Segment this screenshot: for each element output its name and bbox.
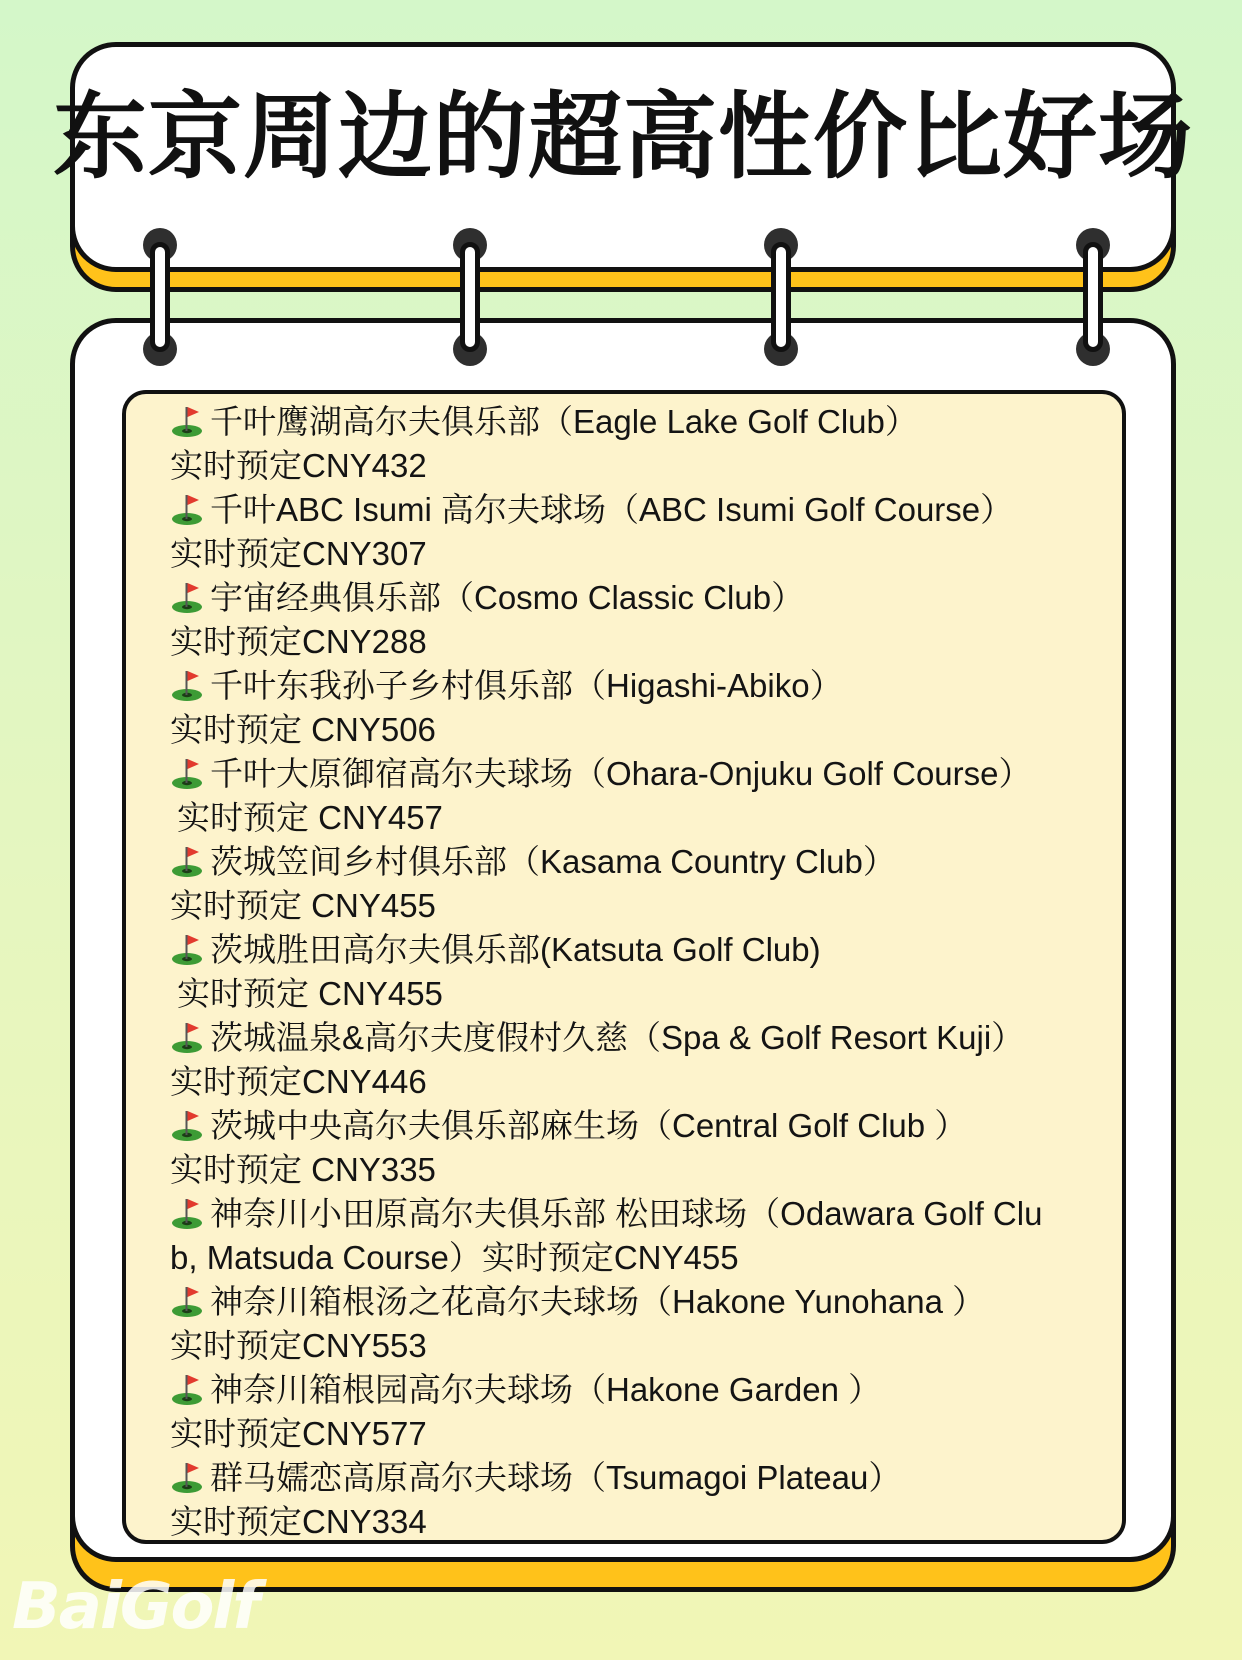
course-name: 千叶大原御宿高尔夫球场（Ohara-Onjuku Golf Course） [210, 755, 1032, 792]
golf-flag-icon [170, 1460, 204, 1494]
course-name-continued: b, Matsuda Course） [170, 1239, 482, 1276]
list-item [170, 840, 1080, 928]
golf-flag-icon [170, 756, 204, 790]
course-name: 茨城笠间乡村俱乐部（Kasama Country Club） [210, 843, 896, 880]
course-price: 实时预定CNY432 [170, 447, 427, 484]
golf-flag-icon [170, 1020, 204, 1054]
list-item [170, 1368, 1080, 1456]
list-item [170, 400, 1080, 488]
course-price: 实时预定CNY334 [170, 1503, 427, 1540]
course-price: 实时预定 CNY455 [177, 975, 443, 1012]
list-item [170, 928, 1080, 1016]
golf-flag-icon [170, 404, 204, 438]
course-name: 神奈川箱根园高尔夫球场（Hakone Garden ） [210, 1371, 882, 1408]
course-name: 神奈川箱根汤之花高尔夫球场（Hakone Yunohana ） [210, 1283, 986, 1320]
course-price: 实时预定 CNY335 [170, 1151, 436, 1188]
list-item [170, 576, 1080, 664]
golf-flag-icon [170, 668, 204, 702]
course-name: 千叶鹰湖高尔夫俱乐部（Eagle Lake Golf Club） [210, 403, 918, 440]
list-item [170, 1192, 1080, 1280]
golf-flag-icon [170, 1372, 204, 1406]
course-price: 实时预定CNY577 [170, 1415, 427, 1452]
page-title: 东京周边的超高性价比好场 [53, 83, 1194, 192]
course-panel [122, 390, 1126, 1544]
course-price: 实时预定CNY288 [170, 623, 427, 660]
course-price: 实时预定 CNY455 [170, 887, 436, 924]
binder-ring [453, 228, 489, 368]
binder-ring [1076, 228, 1112, 368]
course-name: 千叶ABC Isumi 高尔夫球场（ABC Isumi Golf Course） [210, 491, 1014, 528]
course-name: 千叶东我孙子乡村俱乐部（Higashi-Abiko） [210, 667, 843, 704]
golf-flag-icon [170, 932, 204, 966]
golf-flag-icon [170, 1284, 204, 1318]
course-name: 茨城温泉&高尔夫度假村久慈（Spa & Golf Resort Kuji） [210, 1019, 1025, 1056]
list-item [170, 752, 1080, 840]
header-card [53, 42, 1194, 272]
golf-flag-icon [170, 1196, 204, 1230]
course-price: 实时预定 CNY506 [170, 711, 436, 748]
course-name: 茨城胜田高尔夫俱乐部(Katsuta Golf Club) [210, 931, 821, 968]
course-name: 茨城中央高尔夫俱乐部麻生场（Central Golf Club ） [210, 1107, 968, 1144]
brand-watermark: BaiGolf [12, 1570, 259, 1644]
golf-flag-icon [170, 492, 204, 526]
binder-ring [764, 228, 800, 368]
course-price: 实时预定 CNY457 [177, 799, 443, 836]
course-name: 宇宙经典俱乐部（Cosmo Classic Club） [210, 579, 805, 616]
list-item [170, 488, 1080, 576]
list-item [170, 1456, 1080, 1544]
binder-ring [143, 228, 179, 368]
golf-flag-icon [170, 580, 204, 614]
list-item [170, 1016, 1080, 1104]
course-name: 神奈川小田原高尔夫俱乐部 松田球场（Odawara Golf Clu [210, 1195, 1043, 1232]
course-name: 群马嬬恋高原高尔夫球场（Tsumagoi Plateau） [210, 1459, 902, 1496]
course-price: 实时预定CNY307 [170, 535, 427, 572]
golf-flag-icon [170, 844, 204, 878]
course-list [170, 400, 1080, 1544]
list-item [170, 664, 1080, 752]
golf-flag-icon [170, 1108, 204, 1142]
course-price: 实时预定CNY553 [170, 1327, 427, 1364]
course-price: 实时预定CNY455 [481, 1239, 739, 1276]
course-price: 实时预定CNY446 [170, 1063, 427, 1100]
list-item [170, 1280, 1080, 1368]
list-item [170, 1104, 1080, 1192]
